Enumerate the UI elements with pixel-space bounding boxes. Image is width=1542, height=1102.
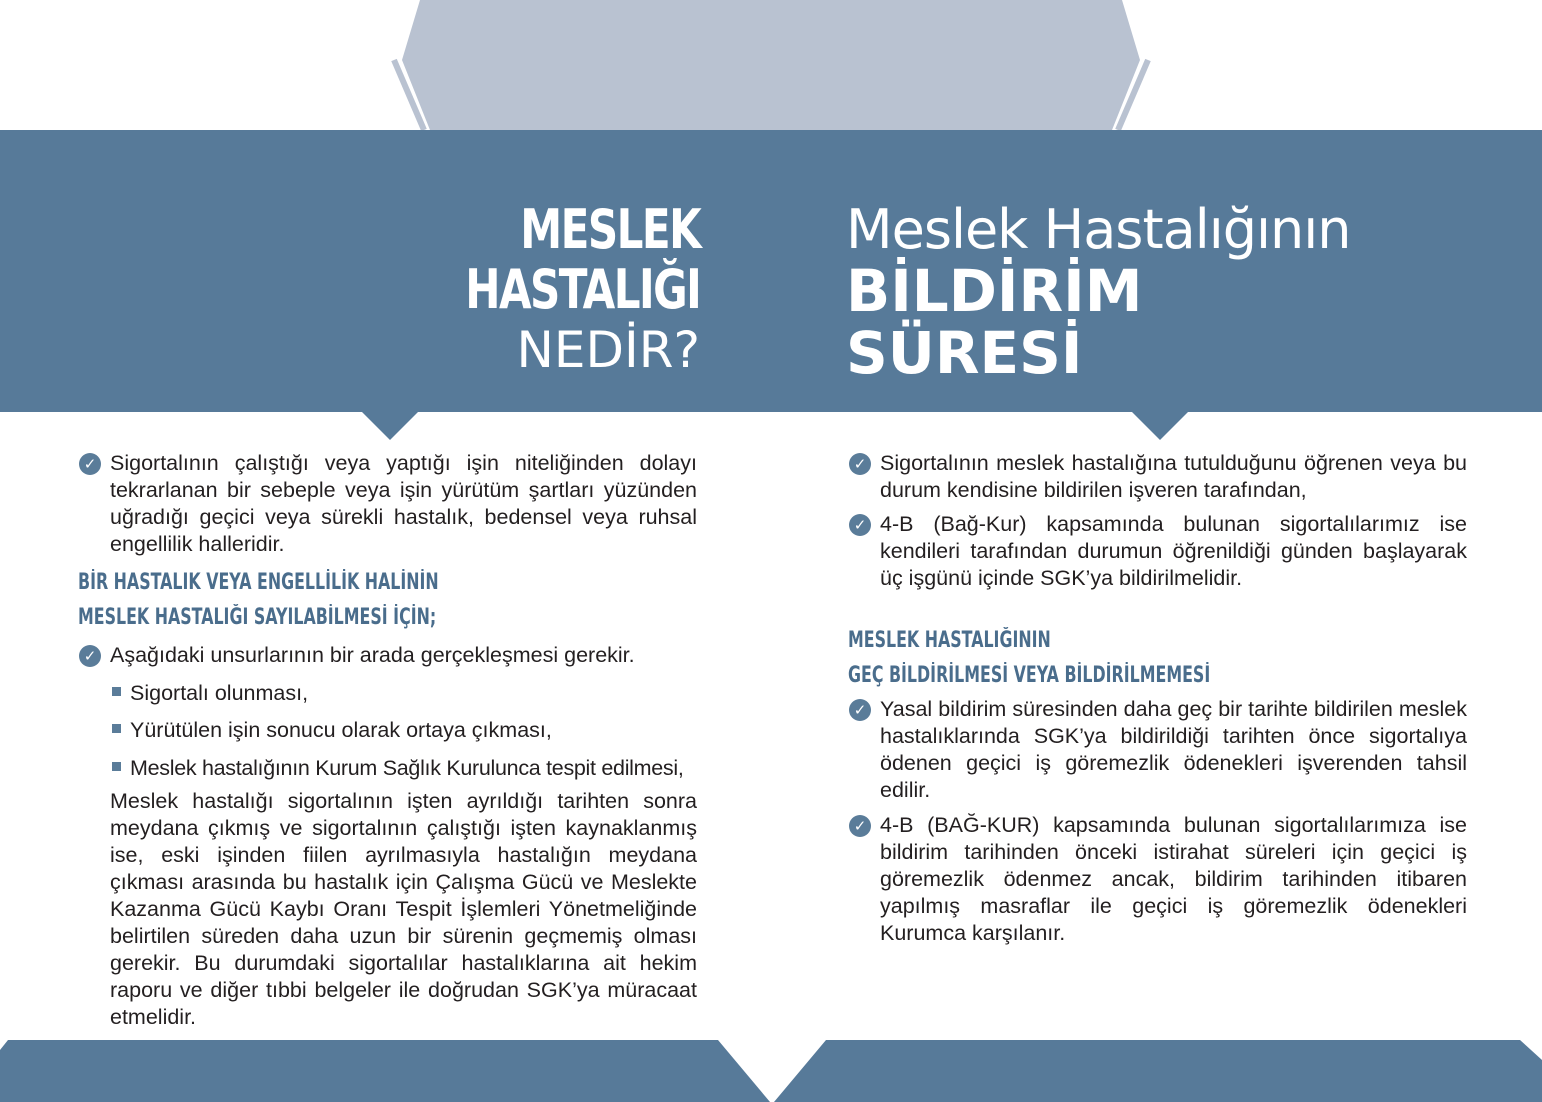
sub-item-2: Yürütülen işin sonucu olarak ortaya çıkması, (130, 718, 552, 742)
left-bullet-1: Sigortalının çalıştığı veya yaptığı işin niteliğinden dolayı tekrarlanan bir sebeple veya işin yürütüm şartları yüzünden uğradığı geçici veya sürekli hastalık, bedensel veya ruhsal engellilik halleridir. (110, 451, 697, 556)
left-title (399, 200, 700, 380)
right-bullet-3: Yasal bildirim süresinden daha geç bir tarihte bildirilen meslek hastalıklarında SGK’ya bildirildiği tarihten önce sigortalıya ödenen geçici iş göremezlik ödenekleri işverenden tahsil edilir. (880, 697, 1467, 802)
check-icon: ✓ (849, 453, 871, 475)
check-icon: ✓ (849, 514, 871, 536)
left-heading-line2: MESLEK HASTALIĞI SAYILABİLMESİ İÇİN; (78, 605, 437, 630)
left-heading-line1: BİR HASTALIK VEYA ENGELLİLİK HALİNİN (78, 570, 439, 595)
sub-item-3: Meslek hastalığının Kurum Sağlık Kurulunca tespit edilmesi, (130, 756, 684, 780)
left-bullet-2: Aşağıdaki unsurlarının bir arada gerçekleşmesi gerekir. (110, 643, 635, 667)
right-title-line2: BİLDİRİM (846, 257, 1143, 325)
right-title-line3: SÜRESİ (846, 319, 1083, 387)
left-paragraph: Meslek hastalığı sigortalının işten ayrıldığı tarihten sonra meydana çıkmış ve sigortalının çalıştığı işten kaynaklanmış ise, eski işinden fiilen ayrılmasıyla hastalığın meydana çıkması arasında bu hastalık için Çalışma Gücü ve Meslekte Kazanma Gücü Kaybı Oranı Tespit İşlemleri Yönetmeliğinde belirtilen süreden daha uzun bir sürenin geçmemiş olması gerekir. Bu durumdaki sigortalılar hastalıklarına ait hekim raporu ve diğer tıbbi belgeler ile doğrudan SGK’ya müracaat etmelidir. (110, 789, 697, 1029)
right-heading-line2: GEÇ BİLDİRİLMESİ VEYA BİLDİRİLMEMESİ (848, 663, 1211, 688)
right-bullet-1: Sigortalının meslek hastalığına tutulduğunu öğrenen veya bu durum kendisine bildirilen işveren tarafından, (880, 451, 1467, 502)
square-bullet-icon (112, 724, 121, 733)
top-tab (402, 0, 1140, 130)
sub-item-1: Sigortalı olunması, (130, 681, 309, 705)
right-title-line1: Meslek Hastalığının (846, 198, 1351, 261)
left-title-line3: NEDİR? (516, 321, 700, 379)
left-title-line1: MESLEK (520, 198, 700, 261)
bottom-band-left (0, 1040, 770, 1102)
left-title-line2: HASTALIĞI (465, 258, 700, 321)
check-icon: ✓ (79, 453, 101, 475)
bottom-band-right (774, 1040, 1542, 1102)
right-heading-line1: MESLEK HASTALIĞININ (848, 628, 1051, 653)
right-title (846, 198, 1351, 387)
check-icon: ✓ (849, 815, 871, 837)
check-icon: ✓ (849, 699, 871, 721)
square-bullet-icon (112, 687, 121, 696)
right-bullet-4: 4-B (BAĞ-KUR) kapsamında bulunan sigortalılarımıza ise bildirim tarihinden önceki istirahat süreleri için geçici iş göremezlik ödenmez ancak, bildirim tarihinden itibaren yapılmış masraflar ile geçici iş göremezlik ödenekleri Kurumca karşılanır. (880, 813, 1467, 945)
square-bullet-icon (112, 762, 121, 771)
check-icon: ✓ (79, 645, 101, 667)
right-bullet-2: 4-B (Bağ-Kur) kapsamında bulunan sigortalılarımız ise kendileri tarafından durumun öğrenildiği günden başlayarak üç işgünü içinde SGK’ya bildirilmelidir. (880, 512, 1467, 590)
